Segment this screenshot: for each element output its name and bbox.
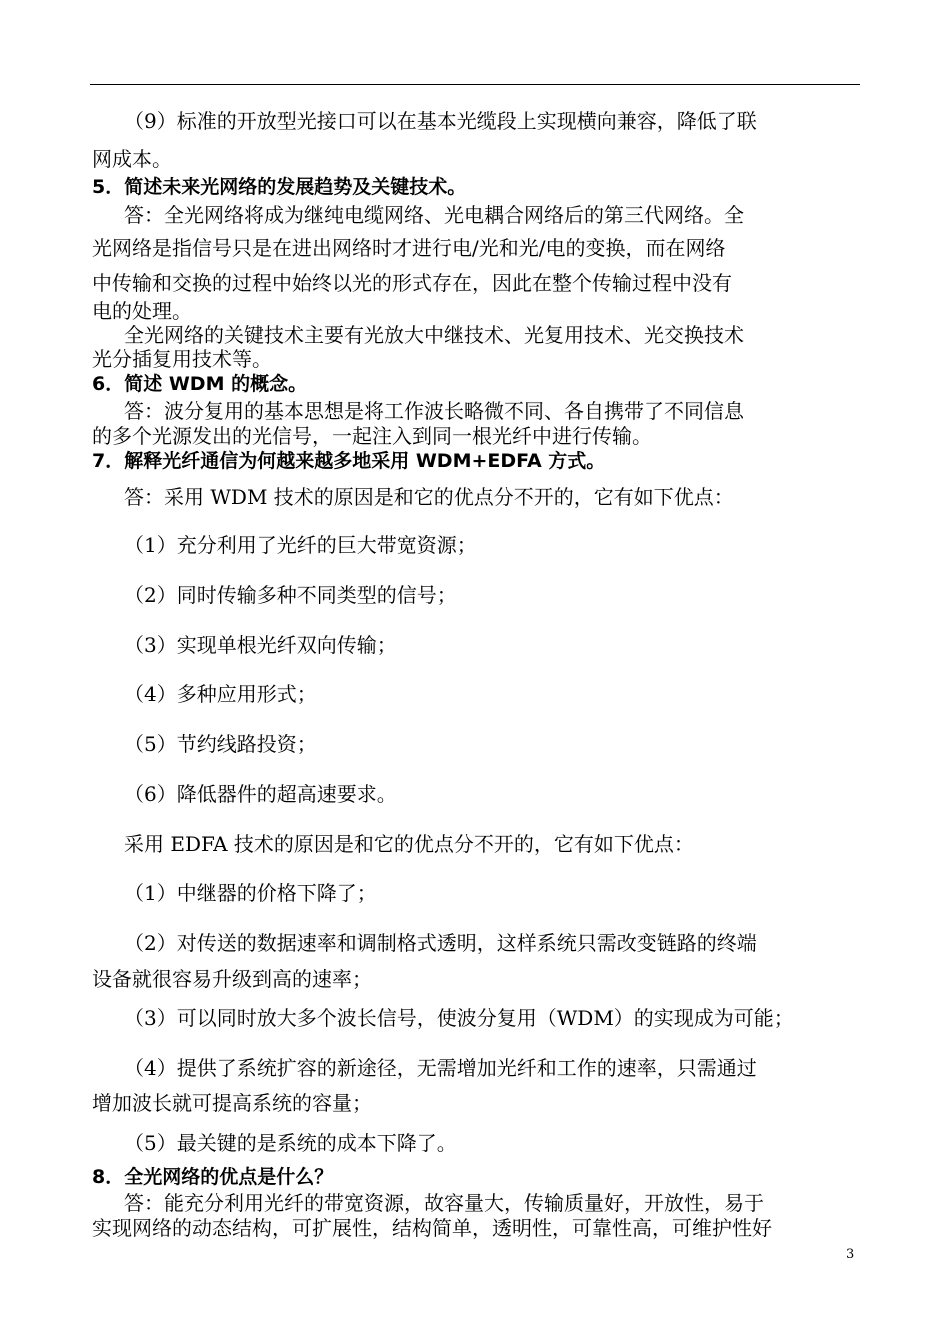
wdm-advantage-item: （3）实现单根光纤双向传输； — [124, 633, 397, 657]
answer-line: 电的处理。 — [92, 299, 192, 323]
answer-line: 光网络是指信号只是在进出网络时才进行电/光和光/电的变换，而在网络 — [92, 236, 726, 260]
edfa-advantage-item: （5）最关键的是系统的成本下降了。 — [124, 1131, 457, 1155]
answer-line: 光分插复用技术等。 — [92, 347, 272, 371]
edfa-advantage-item: 设备就很容易升级到高的速率； — [92, 967, 372, 991]
edfa-advantage-item: （1）中继器的价格下降了； — [124, 881, 377, 905]
wdm-advantage-item: （1）充分利用了光纤的巨大带宽资源； — [124, 533, 477, 557]
answer-line: 答：全光网络将成为继纯电缆网络、光电耦合网络后的第三代网络。全 — [124, 203, 744, 227]
answer-line: 全光网络的关键技术主要有光放大中继技术、光复用技术、光交换技术 — [124, 323, 744, 347]
wdm-advantage-item: （6）降低器件的超高速要求。 — [124, 782, 397, 806]
question-heading-5: 5．简述未来光网络的发展趋势及关键技术。 — [92, 176, 467, 198]
wdm-advantage-item: （2）同时传输多种不同类型的信号； — [124, 583, 457, 607]
edfa-advantage-item: （3）可以同时放大多个波长信号，使波分复用（WDM）的实现成为可能； — [124, 1006, 794, 1030]
edfa-advantage-item: （4）提供了系统扩容的新途径，无需增加光纤和工作的速率，只需通过 — [124, 1056, 757, 1080]
edfa-advantage-item: （2）对传送的数据速率和调制格式透明，这样系统只需改变链路的终端 — [124, 931, 757, 955]
edfa-advantage-item: 增加波长就可提高系统的容量； — [92, 1091, 372, 1115]
question-heading-7: 7．解释光纤通信为何越来越多地采用 WDM+EDFA 方式。 — [92, 450, 606, 472]
header-rule — [90, 84, 860, 85]
paragraph-line: 网成本。 — [92, 147, 172, 171]
answer-line: 答：能充分利用光纤的带宽资源，故容量大，传输质量好，开放性，易于 — [124, 1191, 764, 1215]
wdm-advantage-item: （5）节约线路投资； — [124, 732, 317, 756]
wdm-advantage-item: （4）多种应用形式； — [124, 682, 317, 706]
answer-line: 实现网络的动态结构，可扩展性，结构简单，透明性，可靠性高，可维护性好 — [92, 1216, 772, 1240]
paragraph-line: （9）标准的开放型光接口可以在基本光缆段上实现横向兼容，降低了联 — [124, 109, 757, 133]
page-number: 3 — [846, 1247, 855, 1262]
answer-line: 中传输和交换的过程中始终以光的形式存在，因此在整个传输过程中没有 — [92, 271, 732, 295]
question-heading-8: 8．全光网络的优点是什么？ — [92, 1166, 334, 1188]
answer-line: 答：采用 WDM 技术的原因是和它的优点分不开的，它有如下优点： — [124, 485, 734, 509]
answer-line: 的多个光源发出的光信号，一起注入到同一根光纤中进行传输。 — [92, 424, 652, 448]
answer-line: 采用 EDFA 技术的原因是和它的优点分不开的，它有如下优点： — [124, 832, 694, 856]
question-heading-6: 6．简述 WDM 的概念。 — [92, 373, 308, 395]
answer-line: 答：波分复用的基本思想是将工作波长略微不同、各自携带了不同信息 — [124, 399, 744, 423]
